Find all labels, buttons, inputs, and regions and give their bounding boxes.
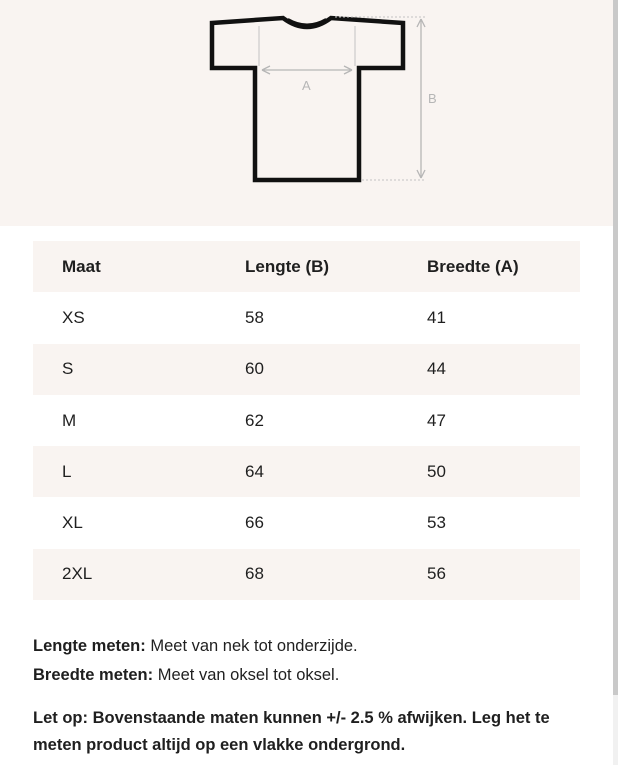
label-a: A — [302, 78, 311, 93]
header-size: Maat — [62, 256, 101, 276]
measure-instructions — [33, 632, 593, 690]
cell-length: 58 — [245, 307, 264, 327]
header-length: Lengte (B) — [245, 256, 330, 276]
width-instruction-label: Breedte meten: — [33, 666, 154, 684]
cell-size: 2XL — [62, 564, 93, 584]
length-instruction — [33, 632, 593, 661]
label-b: B — [428, 91, 437, 106]
tshirt-diagram — [0, 0, 613, 226]
table-row — [33, 549, 580, 600]
cell-width: 56 — [427, 564, 446, 584]
cell-width: 50 — [427, 461, 446, 481]
width-instruction — [33, 661, 593, 690]
cell-length: 64 — [245, 461, 264, 481]
table-row — [33, 446, 580, 497]
scrollbar-thumb[interactable] — [613, 0, 618, 695]
table-row — [33, 344, 580, 395]
cell-size: XS — [62, 307, 85, 327]
cell-length: 60 — [245, 359, 264, 379]
cell-width: 53 — [427, 513, 446, 533]
table-row — [33, 497, 580, 548]
size-diagram-panel — [0, 0, 613, 226]
width-arrow-a — [262, 66, 352, 74]
cell-size: S — [62, 359, 74, 379]
cell-size: L — [62, 461, 72, 481]
table-row — [33, 292, 580, 343]
header-width: Breedte (A) — [427, 256, 519, 276]
width-instruction-text: Meet van oksel tot oksel. — [153, 666, 340, 684]
table-row — [33, 395, 580, 446]
cell-width: 47 — [427, 410, 446, 430]
cell-length: 68 — [245, 564, 264, 584]
cell-size: M — [62, 410, 77, 430]
length-instruction-label: Lengte meten: — [33, 637, 146, 655]
scrollbar-track[interactable] — [613, 0, 618, 765]
size-table — [33, 241, 580, 600]
tolerance-warning: Let op: Bovenstaande maten kunnen +/- 2.5 % afwijken. Leg het te meten product altijd op een vlakke ondergrond. — [33, 709, 550, 754]
cell-length: 66 — [245, 513, 264, 533]
cell-size: XL — [62, 513, 83, 533]
table-header-row — [33, 241, 580, 292]
cell-width: 44 — [427, 359, 446, 379]
tshirt-outline-icon — [212, 18, 403, 180]
length-arrow-b — [417, 19, 425, 178]
cell-width: 41 — [427, 307, 446, 327]
length-instruction-text: Meet van nek tot onderzijde. — [145, 637, 358, 655]
cell-length: 62 — [245, 410, 264, 430]
